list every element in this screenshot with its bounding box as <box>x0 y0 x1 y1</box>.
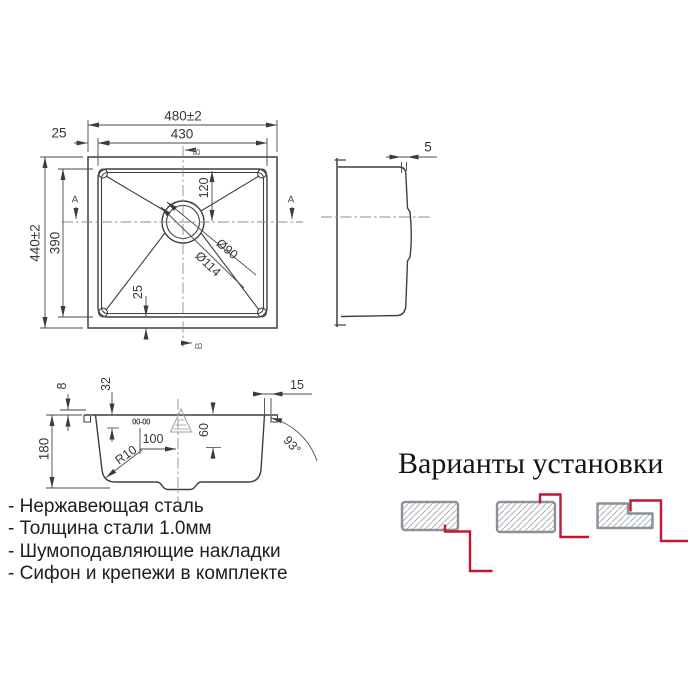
dim-height-inner: 390 <box>47 231 63 255</box>
pad-triangle-stamp <box>171 409 192 432</box>
install-diagram-undermount <box>402 502 493 571</box>
pad-mark: 00-00 <box>132 417 150 427</box>
dim-corner-radius: R10 <box>112 442 140 468</box>
section-marker-a-left: A <box>71 194 79 206</box>
dim-rim-flange: 15 <box>290 378 304 392</box>
dim-pad-height: 60 <box>197 423 211 437</box>
section-marker-a-right: A <box>287 194 295 206</box>
dim-edge-bottom: 25 <box>131 285 145 299</box>
dim-pad-top: 32 <box>99 377 113 391</box>
dim-rim-overhang: 5 <box>424 139 432 155</box>
dim-width-inner: 430 <box>170 126 194 142</box>
dim-wall-angle: 93° <box>280 433 304 457</box>
dim-drain-outer: Ø90 <box>213 236 241 262</box>
side-view-drawing <box>321 157 437 327</box>
section-marker-b-bottom: B <box>193 342 205 350</box>
install-diagram-overmount <box>497 495 589 538</box>
feature-item: - Шумоподавляющие накладки <box>8 540 281 562</box>
dim-drain-bore: Ø114 <box>192 248 224 280</box>
install-diagram-flushmount <box>598 501 689 542</box>
section-view-drawing <box>46 392 317 501</box>
dim-drain-to-top: 120 <box>197 177 211 199</box>
dim-height-total: 440±2 <box>27 224 43 262</box>
dim-edge-left: 25 <box>51 125 67 141</box>
feature-item: - Толщина стали 1.0мм <box>8 518 212 540</box>
dim-rim-height: 8 <box>55 382 69 390</box>
feature-item: - Сифон и крепежи в комплекте <box>8 563 288 585</box>
section-marker-b-top: B <box>191 148 203 156</box>
dim-width-total: 480±2 <box>164 108 202 124</box>
feature-list <box>8 496 288 586</box>
install-options-title: Варианты установки <box>398 447 664 480</box>
top-view-drawing <box>40 120 303 350</box>
dim-drain-offset: 100 <box>142 432 164 446</box>
sink-rim-profile <box>445 525 493 572</box>
feature-item: - Нержавеющая сталь <box>8 496 204 517</box>
dim-depth: 180 <box>36 437 52 461</box>
